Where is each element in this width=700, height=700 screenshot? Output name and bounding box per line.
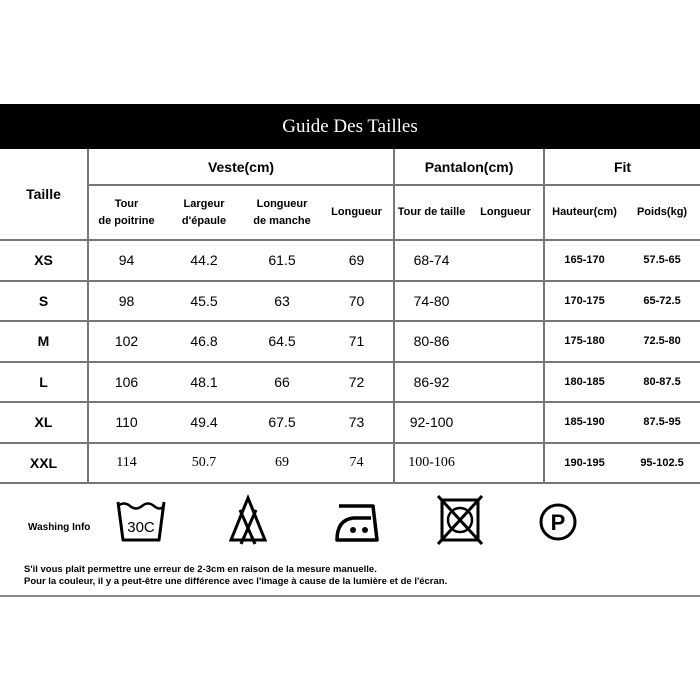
cell-taille: 92-100: [394, 402, 468, 443]
cell-largeur: 49.4: [164, 402, 244, 443]
wash-temp-label: 30C: [127, 519, 155, 536]
no-bleach-icon: [228, 494, 268, 546]
note-color-difference: Pour la couleur, il y a peut-être une différence avec l'image à cause de la lumière et de l'écran.: [24, 576, 448, 587]
size-label: S: [0, 281, 88, 322]
cell-tour: 114: [88, 443, 164, 484]
header-veste: Veste(cm): [88, 149, 394, 185]
cell-longueur: 71: [320, 321, 394, 362]
sub-header-tour-poitrine: Tour de poitrine: [88, 185, 164, 240]
no-tumble-dry-icon: [436, 494, 484, 546]
cell-hauteur: 175-180: [544, 321, 624, 362]
table-row: [0, 443, 700, 484]
cell-tour: 98: [88, 281, 164, 322]
sub-header-longueur: Longueur: [320, 185, 394, 240]
header-taille: Taille: [0, 149, 88, 240]
cell-hauteur: 180-185: [544, 362, 624, 403]
cell-manche: 66: [244, 362, 320, 403]
cell-taille: 68-74: [394, 240, 468, 281]
cell-hauteur: 185-190: [544, 402, 624, 443]
cell-pantalon-longueur: [468, 362, 544, 403]
cell-longueur: 73: [320, 402, 394, 443]
header-fit: Fit: [544, 149, 700, 185]
cell-largeur: 44.2: [164, 240, 244, 281]
note-measurement-error: S'il vous plaît permettre une erreur de 2-3cm en raison de la mesure manuelle.: [24, 564, 377, 575]
wash-30-icon: [115, 496, 167, 544]
cell-tour: 110: [88, 402, 164, 443]
size-label: XL: [0, 402, 88, 443]
cell-largeur: 50.7: [164, 443, 244, 484]
size-label: XXL: [0, 443, 88, 484]
cell-pantalon-longueur: [468, 443, 544, 484]
table-row: [0, 321, 700, 362]
cell-manche: 63: [244, 281, 320, 322]
sub-header-largeur-epaule: Largeur d'épaule: [164, 185, 244, 240]
header-pantalon: Pantalon(cm): [394, 149, 544, 185]
cell-taille: 74-80: [394, 281, 468, 322]
cell-longueur: 72: [320, 362, 394, 403]
table-row: [0, 402, 700, 443]
cell-hauteur: 165-170: [544, 240, 624, 281]
cell-manche: 64.5: [244, 321, 320, 362]
cell-poids: 65-72.5: [624, 281, 700, 322]
cell-poids: 95-102.5: [624, 443, 700, 484]
cell-tour: 106: [88, 362, 164, 403]
cell-manche: 67.5: [244, 402, 320, 443]
cell-hauteur: 190-195: [544, 443, 624, 484]
dry-clean-p-icon: [538, 500, 578, 544]
cell-poids: 72.5-80: [624, 321, 700, 362]
table-row: [0, 362, 700, 403]
cell-poids: 87.5-95: [624, 402, 700, 443]
cell-poids: 57.5-65: [624, 240, 700, 281]
table-row: [0, 240, 700, 281]
size-label: XS: [0, 240, 88, 281]
cell-hauteur: 170-175: [544, 281, 624, 322]
cell-tour: 102: [88, 321, 164, 362]
sub-header-hauteur: Hauteur(cm): [544, 185, 624, 240]
cell-largeur: 45.5: [164, 281, 244, 322]
size-label: M: [0, 321, 88, 362]
dry-clean-letter: P: [550, 510, 566, 535]
cell-poids: 80-87.5: [624, 362, 700, 403]
cell-longueur: 74: [320, 443, 394, 484]
cell-pantalon-longueur: [468, 402, 544, 443]
cell-pantalon-longueur: [468, 321, 544, 362]
cell-largeur: 46.8: [164, 321, 244, 362]
washing-info-label: Washing Info: [28, 522, 91, 533]
cell-taille: 86-92: [394, 362, 468, 403]
table-row: [0, 281, 700, 322]
cell-pantalon-longueur: [468, 281, 544, 322]
iron-medium-icon: [333, 500, 381, 544]
cell-pantalon-longueur: [468, 240, 544, 281]
cell-manche: 69: [244, 443, 320, 484]
size-table: [0, 149, 700, 484]
cell-taille: 100-106: [394, 443, 468, 484]
cell-longueur: 69: [320, 240, 394, 281]
cell-longueur: 70: [320, 281, 394, 322]
cell-manche: 61.5: [244, 240, 320, 281]
cell-tour: 94: [88, 240, 164, 281]
size-guide-title: Guide Des Tailles: [0, 104, 700, 149]
sub-header-tour-taille: Tour de taille: [394, 185, 468, 240]
cell-taille: 80-86: [394, 321, 468, 362]
size-label: L: [0, 362, 88, 403]
cell-largeur: 48.1: [164, 362, 244, 403]
sub-header-longueur-manche: Longueur de manche: [244, 185, 320, 240]
sub-header-poids: Poids(kg): [624, 185, 700, 240]
sub-header-pantalon-longueur: Longueur: [468, 185, 544, 240]
